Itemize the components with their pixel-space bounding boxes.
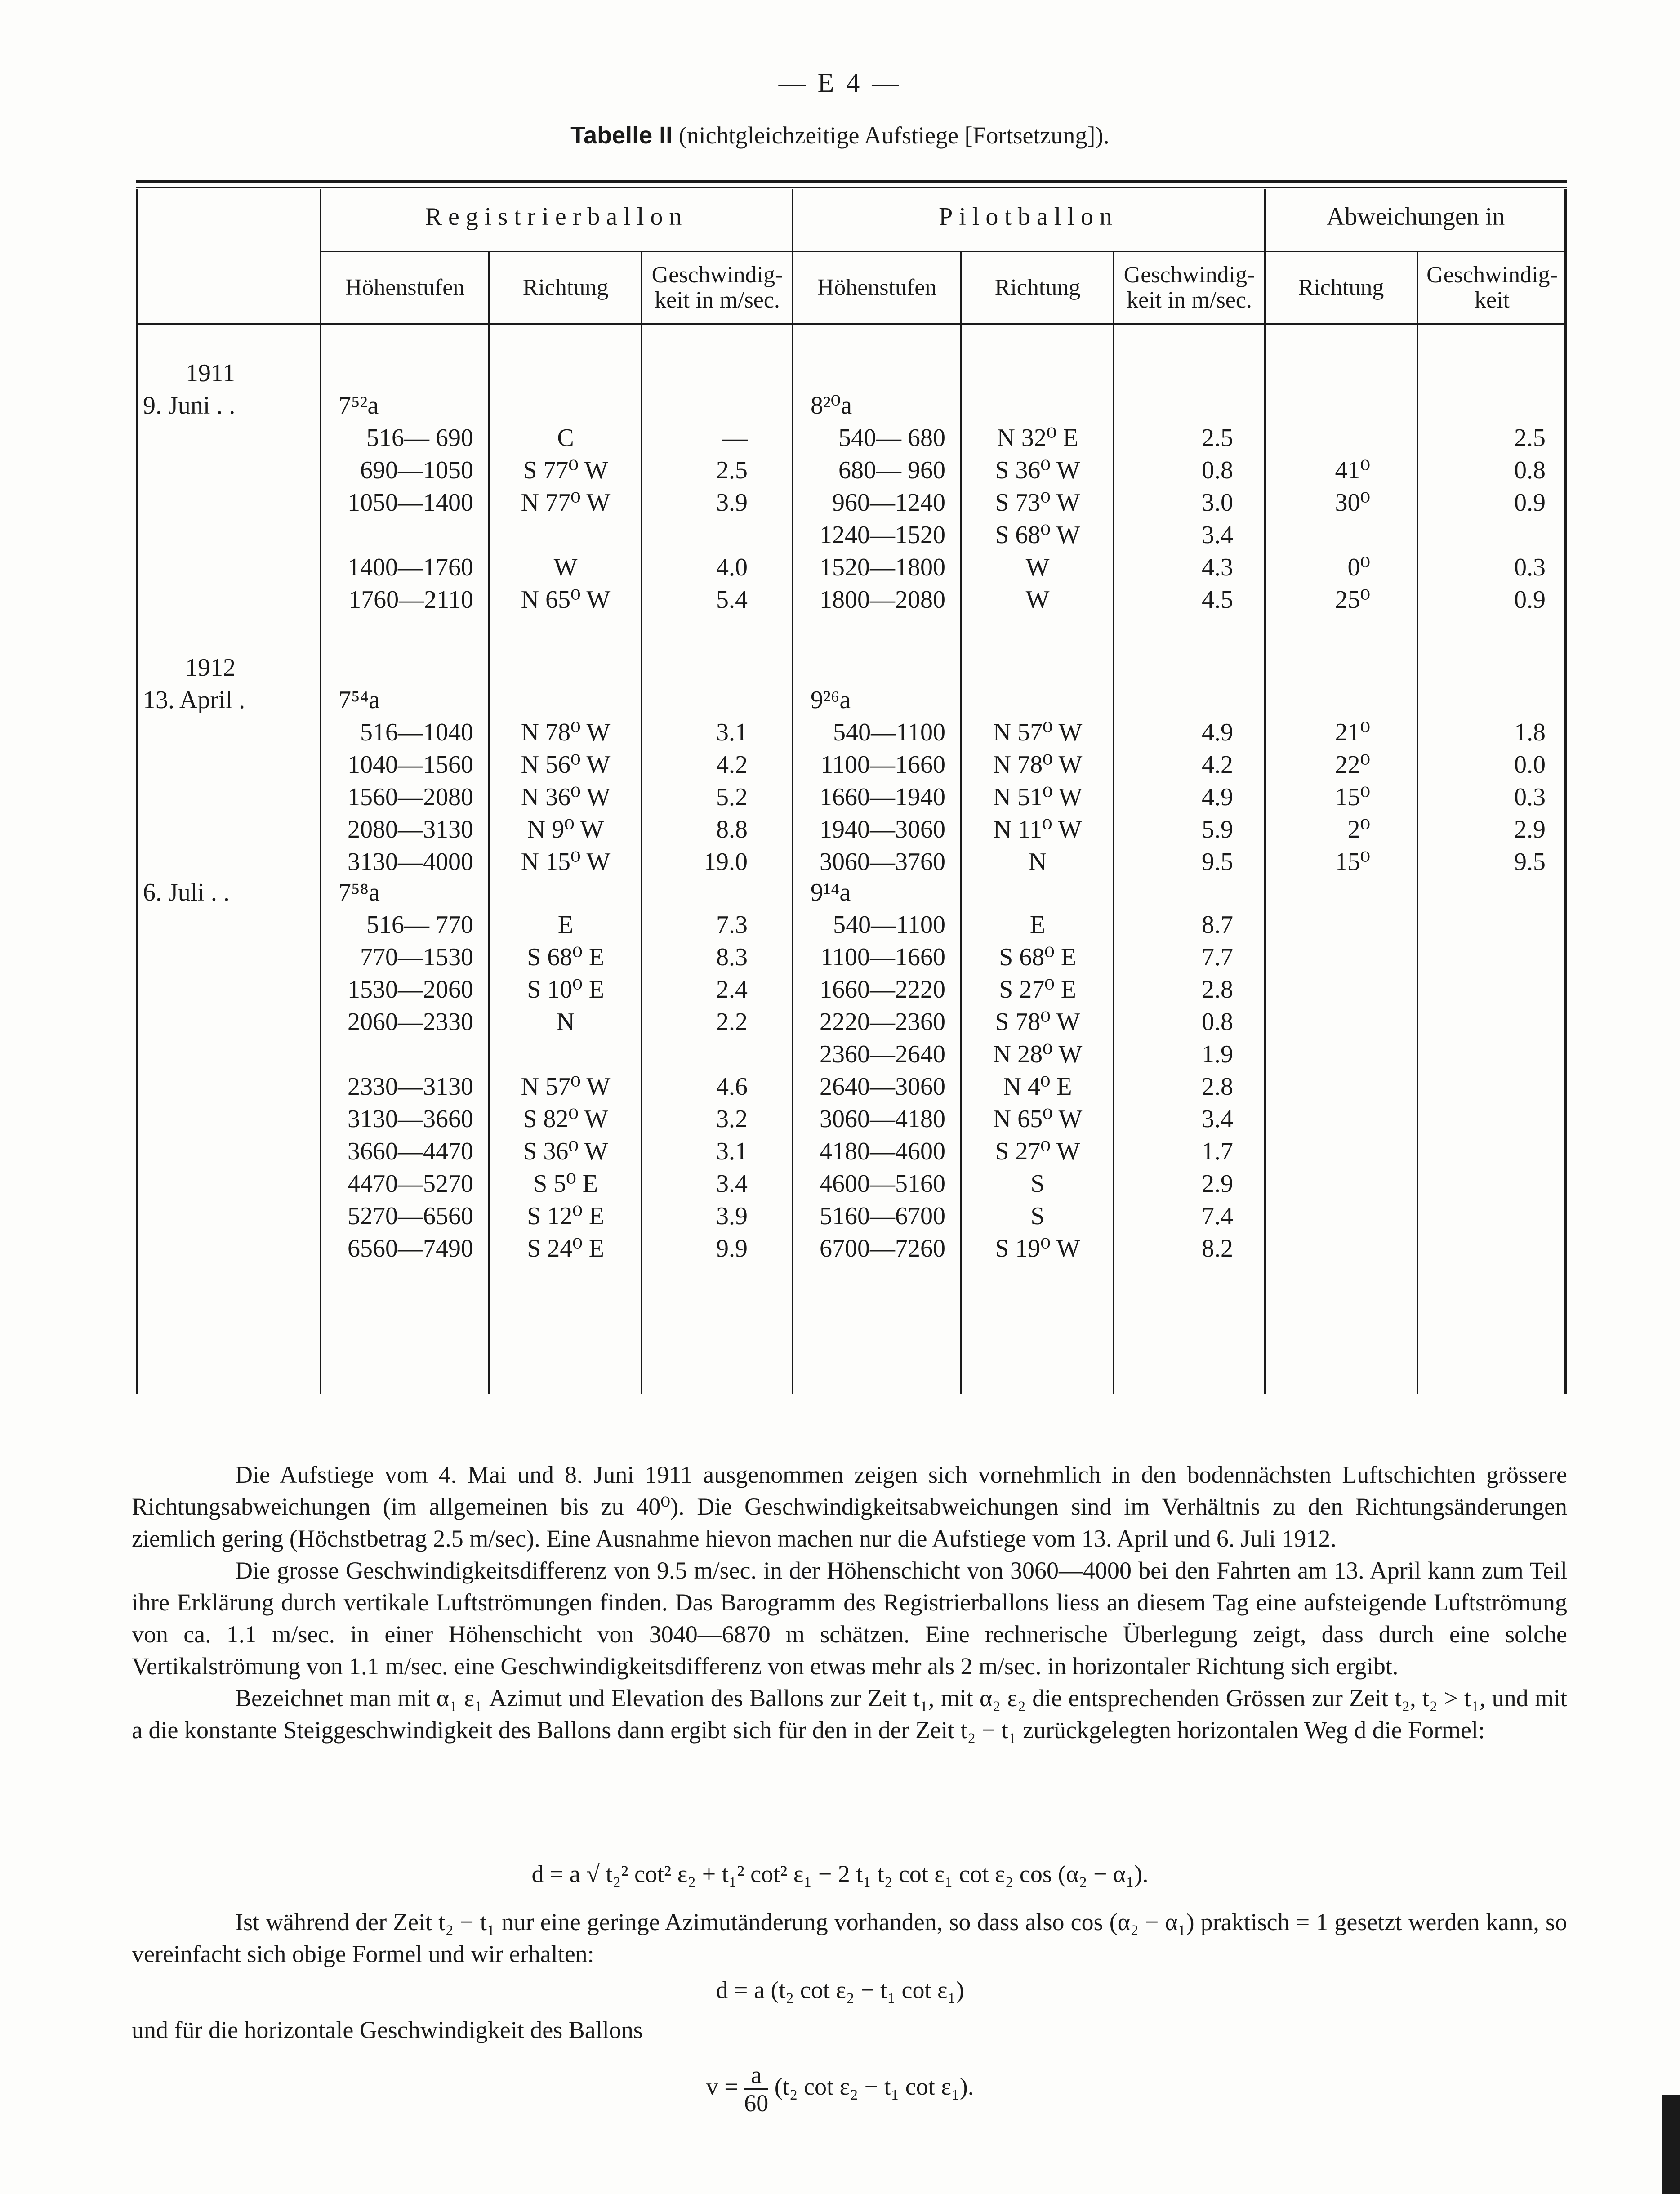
table-title: [0, 121, 1680, 149]
abw-geschwindigkeit: 0.9: [1514, 489, 1546, 517]
col-line-6: [1113, 251, 1114, 1394]
abw-richtung: 0⁰: [1347, 553, 1370, 581]
pilot-richtung: S 78⁰ W: [995, 1008, 1080, 1036]
pilot-geschwindigkeit: 5.9: [1202, 816, 1233, 843]
block-date: 9. Juni . .: [143, 392, 236, 419]
pilot-hoehenstufe: 1940—3060: [820, 816, 945, 843]
col-line-8: [1417, 251, 1418, 1394]
reg-geschwindigkeit: 4.6: [716, 1073, 748, 1101]
col-line-2: [488, 251, 490, 1394]
group-underline: [321, 251, 1567, 252]
pilot-geschwindigkeit: 0.8: [1202, 456, 1233, 484]
reg-hoehenstufe: 3130—4000: [348, 848, 473, 876]
reg-geschwindigkeit: 4.0: [716, 553, 748, 581]
reg-geschwindigkeit: 3.9: [716, 1202, 748, 1230]
reg-start-time: 7⁵⁴a: [339, 686, 380, 714]
reg-richtung: N 57⁰ W: [521, 1073, 611, 1101]
header-rule: [136, 323, 1567, 325]
reg-richtung: N 56⁰ W: [521, 751, 611, 779]
reg-geschwindigkeit: 2.2: [716, 1008, 748, 1036]
reg-hoehenstufe: 516— 690: [366, 424, 473, 452]
pilot-richtung: S 36⁰ W: [995, 456, 1080, 484]
formula-3-lhs: v =: [706, 2073, 738, 2100]
col-line-4: [792, 189, 793, 1394]
pilot-geschwindigkeit: 2.5: [1202, 424, 1233, 452]
pilot-start-time: 8²⁰a: [811, 392, 852, 419]
reg-hoehenstufe: 2060—2330: [348, 1008, 473, 1036]
top-rule-thin: [136, 187, 1567, 188]
reg-richtung: C: [557, 424, 574, 452]
subhead-richtung-reg: Richtung: [522, 275, 609, 300]
pilot-geschwindigkeit: 2.8: [1202, 976, 1233, 1003]
reg-geschwindigkeit: 19.0: [704, 848, 748, 876]
pilot-richtung: N 32⁰ E: [997, 424, 1078, 452]
data-table: [136, 180, 1567, 1394]
body-text: [132, 1459, 1567, 1746]
abw-richtung: 2⁰: [1347, 816, 1370, 843]
pilot-hoehenstufe: 1660—1940: [820, 783, 945, 811]
block-year: 1911: [186, 359, 235, 387]
pilot-hoehenstufe: 1800—2080: [820, 586, 945, 614]
pilot-hoehenstufe: 1100—1660: [820, 943, 945, 971]
pilot-start-time: 9¹⁴a: [811, 878, 851, 906]
formula-3: [0, 2061, 1680, 2117]
reg-geschwindigkeit: —: [722, 424, 748, 452]
pilot-hoehenstufe: 540—1100: [833, 911, 945, 939]
pilot-hoehenstufe: 540— 680: [838, 424, 945, 452]
paragraph-4: Ist während der Zeit t₂ − t₁ nur eine geringe Azimutänderung vorhanden, so dass also cos (α₂ − α₁) praktisch = 1 gesetzt werden kann, so vereinfacht sich obige Formel und wir erhalten:: [132, 1909, 1567, 1967]
pilot-geschwindigkeit: 7.7: [1202, 943, 1233, 971]
reg-geschwindigkeit: 5.4: [716, 586, 748, 614]
reg-hoehenstufe: 1040—1560: [348, 751, 473, 779]
pilot-hoehenstufe: 5160—6700: [820, 1202, 945, 1230]
reg-geschwindigkeit: 8.8: [716, 816, 748, 843]
reg-hoehenstufe: 690—1050: [360, 456, 473, 484]
reg-richtung: S 68⁰ E: [527, 943, 604, 971]
abw-richtung: 21⁰: [1335, 718, 1370, 746]
reg-geschwindigkeit: 7.3: [716, 911, 748, 939]
reg-hoehenstufe: 2330—3130: [348, 1073, 473, 1101]
pilot-richtung: N: [1028, 848, 1047, 876]
top-rule-thick: [136, 180, 1567, 183]
pilot-geschwindigkeit: 1.7: [1202, 1137, 1233, 1165]
pilot-hoehenstufe: 4180—4600: [820, 1137, 945, 1165]
pilot-richtung: E: [1029, 911, 1046, 939]
reg-richtung: N 77⁰ W: [521, 489, 611, 517]
abw-richtung: 22⁰: [1335, 751, 1370, 779]
pilot-richtung: N 4⁰ E: [1003, 1073, 1072, 1101]
pilot-richtung: N 11⁰ W: [993, 816, 1082, 843]
pilot-hoehenstufe: 2360—2640: [820, 1040, 945, 1068]
subhead-abw-geschwindigkeit: Geschwindig-keit: [1426, 262, 1558, 313]
block-year: 1912: [185, 654, 236, 682]
pilot-richtung: S 73⁰ W: [995, 489, 1080, 517]
group-registrierballon: Registrierballon: [425, 203, 688, 231]
pilot-geschwindigkeit: 3.0: [1202, 489, 1233, 517]
pilot-richtung: S 68⁰ W: [995, 521, 1080, 549]
abw-geschwindigkeit: 0.3: [1514, 553, 1546, 581]
subhead-geschwindigkeit-pilot: Geschwindig-keit in m/sec.: [1123, 262, 1255, 313]
block-date: 6. Juli . .: [143, 878, 230, 906]
col-line-9: [1564, 189, 1567, 1394]
reg-richtung: W: [553, 553, 578, 581]
reg-richtung: N 36⁰ W: [521, 783, 611, 811]
pilot-hoehenstufe: 1520—1800: [820, 553, 945, 581]
col-line-1: [320, 189, 321, 1394]
abw-geschwindigkeit: 2.9: [1514, 816, 1546, 843]
pilot-geschwindigkeit: 7.4: [1202, 1202, 1233, 1230]
subhead-hoehenstufen-pilot: Höhenstufen: [817, 275, 937, 300]
body-text-2: [132, 1906, 1567, 1970]
pilot-hoehenstufe: 540—1100: [833, 718, 945, 746]
reg-geschwindigkeit: 3.2: [716, 1105, 748, 1133]
body-text-3: [132, 2014, 1567, 2046]
pilot-richtung: N 78⁰ W: [993, 751, 1083, 779]
pilot-geschwindigkeit: 2.8: [1202, 1073, 1233, 1101]
block-date: 13. April .: [143, 686, 245, 714]
col-line-3: [641, 251, 642, 1394]
reg-start-time: 7⁵⁸a: [339, 878, 380, 906]
paragraph-1: Die Aufstiege vom 4. Mai und 8. Juni 1911 ausgenommen zeigen sich vornehmlich in den bodennächsten Luftschichten grössere Richtungsabweichungen (im allgemeinen bis zu 40⁰). Die Geschwindigkeitsabweichungen sind im Verhältnis zu den Richtungsänderungen ziemlich gering (Höchstbetrag 2.5 m/sec). Eine Ausnahme hievon machen nur die Aufstiege vom 13. April und 6. Juli 1912.: [132, 1461, 1567, 1552]
pilot-richtung: S 68⁰ E: [999, 943, 1076, 971]
abw-geschwindigkeit: 9.5: [1514, 848, 1546, 876]
formula-3-numerator: a: [744, 2061, 768, 2090]
reg-hoehenstufe: 3660—4470: [348, 1137, 473, 1165]
pilot-richtung: N 65⁰ W: [993, 1105, 1083, 1133]
table-title-bold: Tabelle II: [570, 122, 673, 149]
reg-richtung: S 5⁰ E: [533, 1170, 598, 1198]
reg-richtung: S 77⁰ W: [523, 456, 608, 484]
abw-richtung: 41⁰: [1335, 456, 1370, 484]
reg-hoehenstufe: 5270—6560: [348, 1202, 473, 1230]
reg-geschwindigkeit: 8.3: [716, 943, 748, 971]
formula-3-denominator: 60: [744, 2090, 769, 2117]
reg-richtung: N 65⁰ W: [521, 586, 611, 614]
reg-richtung: S 12⁰ E: [527, 1202, 604, 1230]
reg-hoehenstufe: 770—1530: [360, 943, 473, 971]
reg-richtung: S 36⁰ W: [523, 1137, 608, 1165]
pilot-geschwindigkeit: 2.9: [1202, 1170, 1233, 1198]
reg-geschwindigkeit: 2.4: [716, 976, 748, 1003]
pilot-richtung: N 57⁰ W: [993, 718, 1083, 746]
pilot-geschwindigkeit: 4.3: [1202, 553, 1233, 581]
reg-start-time: 7⁵²a: [339, 392, 379, 419]
reg-hoehenstufe: 516— 770: [366, 911, 473, 939]
reg-geschwindigkeit: 3.1: [716, 718, 748, 746]
formula-3-rhs: (t₂ cot ε₂ − t₁ cot ε₁).: [774, 2073, 974, 2100]
reg-hoehenstufe: 1400—1760: [348, 553, 473, 581]
abw-geschwindigkeit: 0.3: [1514, 783, 1546, 811]
formula-3-fraction: [744, 2061, 768, 2117]
pilot-richtung: N 51⁰ W: [993, 783, 1083, 811]
abw-geschwindigkeit: 0.9: [1514, 586, 1546, 614]
col-line-0: [136, 189, 138, 1394]
pilot-geschwindigkeit: 8.7: [1202, 911, 1233, 939]
reg-hoehenstufe: 2080—3130: [348, 816, 473, 843]
reg-geschwindigkeit: 4.2: [716, 751, 748, 779]
reg-geschwindigkeit: 3.9: [716, 489, 748, 517]
reg-richtung: S 24⁰ E: [527, 1235, 604, 1262]
pilot-geschwindigkeit: 9.5: [1202, 848, 1233, 876]
paragraph-3: Bezeichnet man mit α₁ ε₁ Azimut und Elevation des Ballons zur Zeit t₁, mit α₂ ε₂ die entsprechenden Grössen zur Zeit t₂, t₂ > t₁, und mit a die konstante Steiggeschwindigkeit des Ballons dann ergibt sich für den in der Zeit t₂ − t₁ zurückgelegten horizontalen Weg d die Formel:: [132, 1685, 1567, 1744]
paragraph-2: Die grosse Geschwindigkeitsdifferenz von 9.5 m/sec. in der Höhenschicht von 3060—4000 bei den Fahrten am 13. April kann zum Teil ihre Erklärung durch vertikale Luftströmungen finden. Das Barogramm des Registrierballons liess an diesem Tag eine aufsteigende Luftströmung von ca. 1.1 m/sec. in einer Höhenschicht von 3040—6870 m schätzen. Eine rechnerische Überlegung zeigt, dass durch eine solche Vertikalströmung von 1.1 m/sec. eine Geschwindigkeitsdifferenz von etwas mehr als 2 m/sec. in horizontaler Richtung sich ergibt.: [132, 1557, 1567, 1680]
pilot-hoehenstufe: 1240—1520: [820, 521, 945, 549]
pilot-richtung: S: [1030, 1202, 1045, 1230]
reg-hoehenstufe: 1530—2060: [348, 976, 473, 1003]
pilot-richtung: W: [1025, 553, 1050, 581]
pilot-geschwindigkeit: 0.8: [1202, 1008, 1233, 1036]
reg-geschwindigkeit: 2.5: [716, 456, 748, 484]
pilot-hoehenstufe: 680— 960: [838, 456, 945, 484]
abw-richtung: 15⁰: [1335, 783, 1370, 811]
pilot-geschwindigkeit: 3.4: [1202, 1105, 1233, 1133]
abw-geschwindigkeit: 0.0: [1514, 751, 1546, 779]
col-line-7: [1264, 189, 1266, 1394]
pilot-richtung: S: [1030, 1170, 1045, 1198]
subhead-geschwindigkeit-reg: Geschwindig-keit in m/sec.: [651, 262, 783, 313]
reg-richtung: E: [557, 911, 574, 939]
table-title-rest: (nichtgleichzeitige Aufstiege [Fortsetzung]).: [673, 122, 1110, 149]
pilot-hoehenstufe: 6700—7260: [820, 1235, 945, 1262]
abw-richtung: 25⁰: [1335, 586, 1370, 614]
reg-hoehenstufe: 1760—2110: [348, 586, 473, 614]
pilot-richtung: W: [1025, 586, 1050, 614]
reg-richtung: N: [556, 1008, 575, 1036]
reg-hoehenstufe: 4470—5270: [348, 1170, 473, 1198]
reg-geschwindigkeit: 3.1: [716, 1137, 748, 1165]
formula-2: d = a (t₂ cot ε₂ − t₁ cot ε₁): [716, 1976, 964, 2003]
pilot-richtung: S 27⁰ W: [995, 1137, 1080, 1165]
pilot-richtung: N 28⁰ W: [993, 1040, 1083, 1068]
pilot-geschwindigkeit: 4.5: [1202, 586, 1233, 614]
pilot-geschwindigkeit: 8.2: [1202, 1235, 1233, 1262]
abw-geschwindigkeit: 0.8: [1514, 456, 1546, 484]
pilot-hoehenstufe: 1100—1660: [820, 751, 945, 779]
pilot-hoehenstufe: 2640—3060: [820, 1073, 945, 1101]
pilot-geschwindigkeit: 4.9: [1202, 718, 1233, 746]
reg-hoehenstufe: 3130—3660: [348, 1105, 473, 1133]
reg-richtung: S 10⁰ E: [527, 976, 604, 1003]
reg-geschwindigkeit: 5.2: [716, 783, 748, 811]
subhead-richtung-pilot: Richtung: [994, 275, 1081, 300]
subhead-hoehenstufen-reg: Höhenstufen: [345, 275, 465, 300]
pilot-hoehenstufe: 3060—3760: [820, 848, 945, 876]
pilot-hoehenstufe: 1660—2220: [820, 976, 945, 1003]
subhead-abw-richtung: Richtung: [1298, 275, 1384, 300]
pilot-hoehenstufe: 2220—2360: [820, 1008, 945, 1036]
abw-geschwindigkeit: 1.8: [1514, 718, 1546, 746]
group-abweichungen: Abweichungen in: [1326, 203, 1505, 231]
reg-richtung: S 82⁰ W: [523, 1105, 608, 1133]
pilot-hoehenstufe: 4600—5160: [820, 1170, 945, 1198]
pilot-start-time: 9²⁶a: [811, 686, 851, 714]
reg-richtung: N 15⁰ W: [521, 848, 611, 876]
abw-geschwindigkeit: 2.5: [1514, 424, 1546, 452]
paragraph-5: und für die horizontale Geschwindigkeit des Ballons: [132, 2016, 643, 2043]
reg-richtung: N 78⁰ W: [521, 718, 611, 746]
page-header: — E 4 —: [778, 68, 902, 98]
reg-hoehenstufe: 516—1040: [360, 718, 473, 746]
pilot-geschwindigkeit: 4.2: [1202, 751, 1233, 779]
reg-hoehenstufe: 1560—2080: [348, 783, 473, 811]
reg-geschwindigkeit: 9.9: [716, 1235, 748, 1262]
pilot-geschwindigkeit: 4.9: [1202, 783, 1233, 811]
abw-richtung: 30⁰: [1335, 489, 1370, 517]
formula-1: d = a √ t₂² cot² ε₂ + t₁² cot² ε₁ − 2 t₁ t₂ cot ε₁ cot ε₂ cos (α₂ − α₁).: [531, 1860, 1149, 1887]
pilot-hoehenstufe: 3060—4180: [820, 1105, 945, 1133]
reg-hoehenstufe: 6560—7490: [348, 1235, 473, 1262]
pilot-hoehenstufe: 960—1240: [832, 489, 945, 517]
pilot-geschwindigkeit: 1.9: [1202, 1040, 1233, 1068]
abw-richtung: 15⁰: [1335, 848, 1370, 876]
reg-richtung: N 9⁰ W: [527, 816, 604, 843]
pilot-geschwindigkeit: 3.4: [1202, 521, 1233, 549]
reg-geschwindigkeit: 3.4: [716, 1170, 748, 1198]
pilot-richtung: S 19⁰ W: [995, 1235, 1080, 1262]
group-pilotballon: Pilotballon: [939, 203, 1119, 231]
scan-edge-mark: [1662, 2095, 1680, 2194]
reg-hoehenstufe: 1050—1400: [348, 489, 473, 517]
pilot-richtung: S 27⁰ E: [999, 976, 1076, 1003]
col-line-5: [960, 251, 962, 1394]
